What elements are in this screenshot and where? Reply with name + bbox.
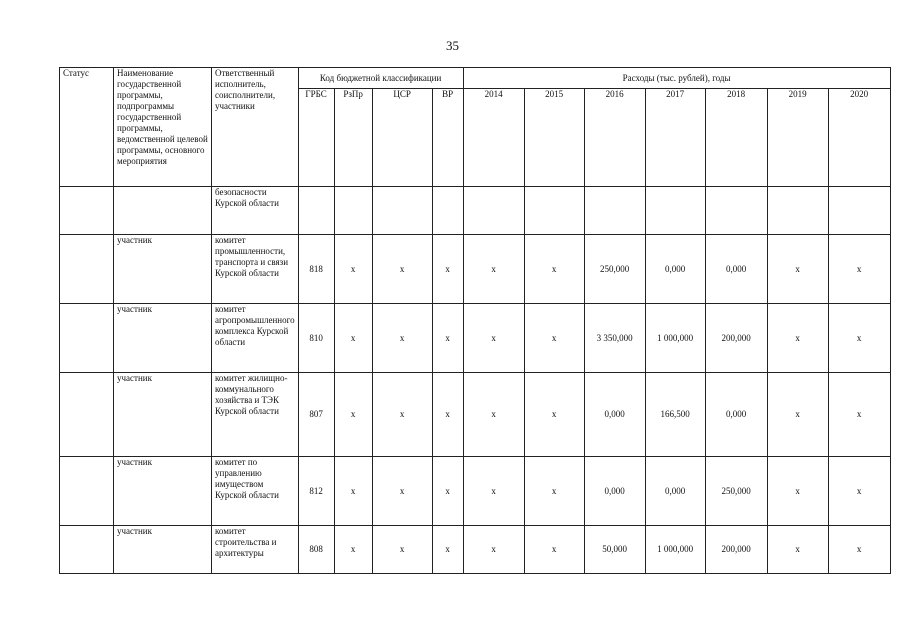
cell-executor: безопасности Курской области xyxy=(212,187,299,235)
cell-name: участник xyxy=(114,235,212,304)
cell-2017 xyxy=(645,187,705,235)
cell-2020: x xyxy=(828,235,890,304)
cell-2015: x xyxy=(524,373,584,457)
header-name: Наименование государственной программы, подпрограммы государственной программы, ведомственной целевой программы, основного мероприятия xyxy=(114,68,212,187)
header-code-vr: ВР xyxy=(432,89,463,187)
cell-2019: x xyxy=(767,526,828,574)
cell-executor: комитет строительства и архитектуры xyxy=(212,526,299,574)
cell-status xyxy=(60,457,114,526)
cell-name: участник xyxy=(114,457,212,526)
cell-rzpr: x xyxy=(334,526,372,574)
cell-2016: 0,000 xyxy=(584,457,645,526)
cell-2016 xyxy=(584,187,645,235)
cell-2018: 200,000 xyxy=(705,304,767,373)
cell-grbs: 810 xyxy=(298,304,334,373)
cell-name: участник xyxy=(114,373,212,457)
header-executor: Ответственный исполнитель, соисполнители, участники xyxy=(212,68,299,187)
cell-2016: 250,000 xyxy=(584,235,645,304)
cell-2015: x xyxy=(524,304,584,373)
cell-executor: комитет жилищно-коммунального хозяйства и ТЭК Курской области xyxy=(212,373,299,457)
cell-name: участник xyxy=(114,526,212,574)
cell-grbs: 807 xyxy=(298,373,334,457)
cell-2018: 0,000 xyxy=(705,235,767,304)
cell-vr: x xyxy=(432,373,463,457)
header-year-2016: 2016 xyxy=(584,89,645,187)
cell-2018 xyxy=(705,187,767,235)
cell-rzpr: x xyxy=(334,373,372,457)
cell-grbs: 812 xyxy=(298,457,334,526)
table-row xyxy=(60,373,891,457)
cell-2020: x xyxy=(828,457,890,526)
header-code-csr: ЦСР xyxy=(372,89,432,187)
cell-grbs: 808 xyxy=(298,526,334,574)
cell-rzpr: x xyxy=(334,457,372,526)
cell-2015: x xyxy=(524,526,584,574)
cell-2019: x xyxy=(767,235,828,304)
cell-2018: 0,000 xyxy=(705,373,767,457)
cell-2019: x xyxy=(767,304,828,373)
cell-2019: x xyxy=(767,373,828,457)
cell-2017: 0,000 xyxy=(645,457,705,526)
budget-table xyxy=(59,67,891,574)
cell-csr: x xyxy=(372,304,432,373)
cell-name xyxy=(114,187,212,235)
header-expenses: Расходы (тыс. рублей), годы xyxy=(463,68,890,89)
cell-2014: x xyxy=(463,235,524,304)
cell-name: участник xyxy=(114,304,212,373)
cell-status xyxy=(60,526,114,574)
cell-2015 xyxy=(524,187,584,235)
cell-rzpr: x xyxy=(334,304,372,373)
cell-vr: x xyxy=(432,526,463,574)
cell-2017: 166,500 xyxy=(645,373,705,457)
header-year-2014: 2014 xyxy=(463,89,524,187)
cell-rzpr: x xyxy=(334,235,372,304)
cell-grbs xyxy=(298,187,334,235)
cell-2020: x xyxy=(828,526,890,574)
table-row xyxy=(60,526,891,574)
cell-csr: x xyxy=(372,526,432,574)
cell-executor: комитет промышленности, транспорта и связи Курской области xyxy=(212,235,299,304)
header-budget-code: Код бюджетной классификации xyxy=(298,68,463,89)
cell-2016: 50,000 xyxy=(584,526,645,574)
cell-2017: 0,000 xyxy=(645,235,705,304)
cell-2018: 250,000 xyxy=(705,457,767,526)
header-year-2015: 2015 xyxy=(524,89,584,187)
cell-status xyxy=(60,187,114,235)
cell-vr xyxy=(432,187,463,235)
header-status: Статус xyxy=(60,68,114,187)
cell-2020: x xyxy=(828,373,890,457)
cell-status xyxy=(60,235,114,304)
cell-2014: x xyxy=(463,304,524,373)
cell-2015: x xyxy=(524,457,584,526)
cell-vr: x xyxy=(432,235,463,304)
table-row xyxy=(60,457,891,526)
cell-2019 xyxy=(767,187,828,235)
cell-rzpr xyxy=(334,187,372,235)
cell-2014: x xyxy=(463,457,524,526)
cell-status xyxy=(60,304,114,373)
cell-csr: x xyxy=(372,373,432,457)
cell-2020: x xyxy=(828,304,890,373)
cell-2014: x xyxy=(463,526,524,574)
cell-2017: 1 000,000 xyxy=(645,304,705,373)
cell-executor: комитет агропромышленного комплекса Курской области xyxy=(212,304,299,373)
cell-status xyxy=(60,373,114,457)
table-row xyxy=(60,235,891,304)
cell-2014 xyxy=(463,187,524,235)
cell-2016: 0,000 xyxy=(584,373,645,457)
cell-csr xyxy=(372,187,432,235)
table-row xyxy=(60,304,891,373)
cell-vr: x xyxy=(432,457,463,526)
header-year-2018: 2018 xyxy=(705,89,767,187)
header-year-2020: 2020 xyxy=(828,89,890,187)
cell-csr: x xyxy=(372,457,432,526)
header-year-2019: 2019 xyxy=(767,89,828,187)
page-number: 35 xyxy=(446,38,459,53)
cell-2019: x xyxy=(767,457,828,526)
cell-2014: x xyxy=(463,373,524,457)
cell-vr: x xyxy=(432,304,463,373)
cell-2018: 200,000 xyxy=(705,526,767,574)
header-code-grbs: ГРБС xyxy=(298,89,334,187)
cell-csr: x xyxy=(372,235,432,304)
cell-2017: 1 000,000 xyxy=(645,526,705,574)
header-year-2017: 2017 xyxy=(645,89,705,187)
table-row xyxy=(60,187,891,235)
cell-grbs: 818 xyxy=(298,235,334,304)
cell-2015: x xyxy=(524,235,584,304)
cell-executor: комитет по управлению имуществом Курской области xyxy=(212,457,299,526)
cell-2016: 3 350,000 xyxy=(584,304,645,373)
cell-2020 xyxy=(828,187,890,235)
header-code-rzpr: РзПр xyxy=(334,89,372,187)
